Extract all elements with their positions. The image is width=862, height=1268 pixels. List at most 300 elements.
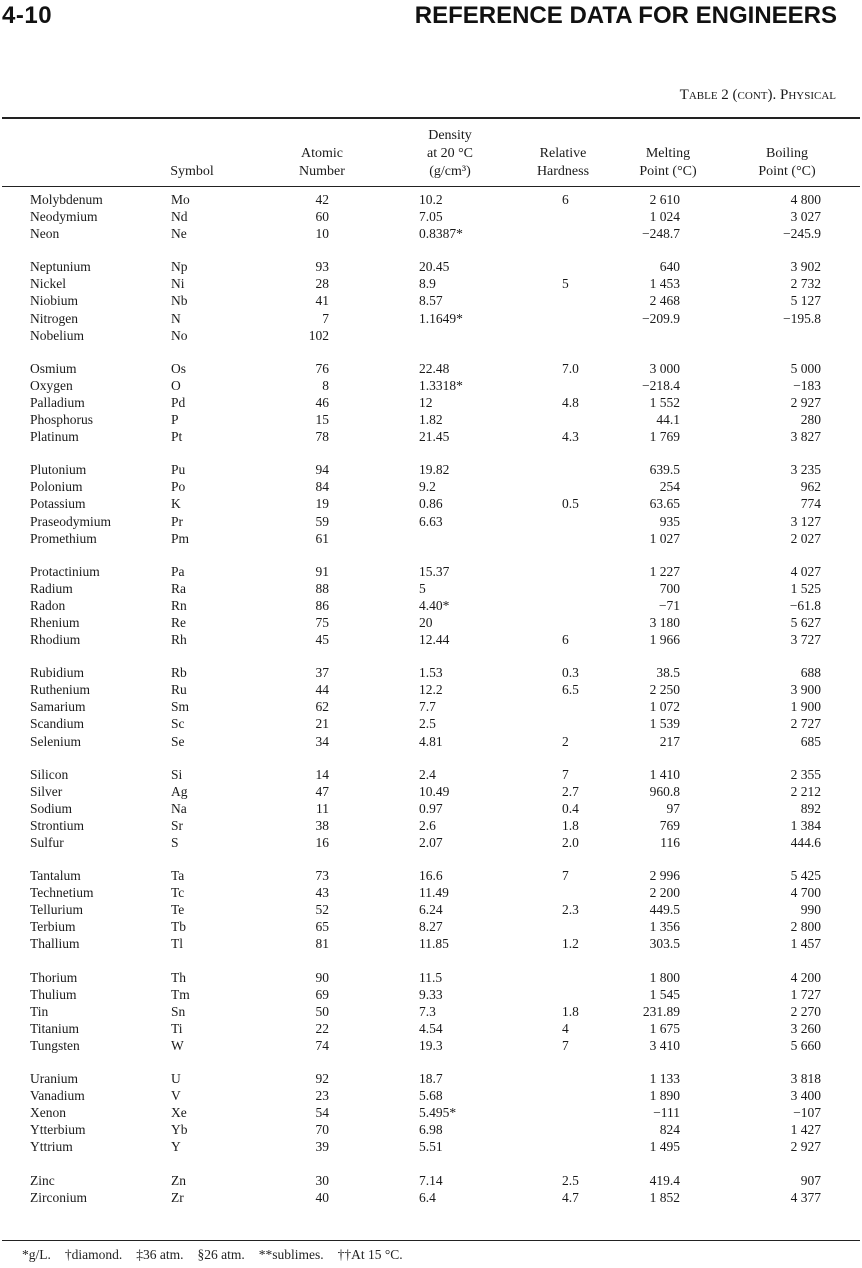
element-name: Tungsten xyxy=(30,1037,80,1053)
column-header-line xyxy=(537,127,589,145)
density-value: 18.7 xyxy=(419,1071,443,1087)
element-symbol: Tm xyxy=(171,986,190,1002)
boiling-point: −245.9 xyxy=(783,226,821,242)
atomic-number: 43 xyxy=(315,885,329,901)
element-symbol: Sc xyxy=(171,716,185,732)
boiling-point: 3 235 xyxy=(790,462,821,478)
table-row xyxy=(0,783,862,800)
element-symbol: Xe xyxy=(171,1105,187,1121)
boiling-point: 774 xyxy=(800,496,821,512)
atomic-number: 81 xyxy=(315,936,329,952)
row-group xyxy=(0,563,862,648)
element-symbol: Po xyxy=(171,479,186,495)
element-name: Silicon xyxy=(30,766,69,782)
column-header-atomic-number xyxy=(299,127,345,181)
density-value: 4.54 xyxy=(419,1020,443,1036)
element-name: Potassium xyxy=(30,496,86,512)
melting-point: 303.5 xyxy=(649,936,680,952)
melting-point: 1 966 xyxy=(649,632,680,648)
table-row xyxy=(0,1003,862,1020)
column-header-line: Atomic xyxy=(300,146,343,161)
atomic-number: 50 xyxy=(315,1003,329,1019)
atomic-number: 70 xyxy=(315,1122,329,1138)
density-value: 6.98 xyxy=(419,1122,443,1138)
table-row xyxy=(0,310,862,327)
atomic-number: 7 xyxy=(322,310,329,326)
atomic-number: 28 xyxy=(315,276,329,292)
atomic-number: 37 xyxy=(315,665,329,681)
melting-point: 38.5 xyxy=(656,665,680,681)
density-value: 20 xyxy=(419,614,433,630)
column-header-line xyxy=(170,145,214,163)
atomic-number: 40 xyxy=(315,1189,329,1205)
row-group xyxy=(0,766,862,851)
table-bottom-rule xyxy=(2,1240,860,1241)
table-row xyxy=(0,664,862,681)
density-value: 0.8387* xyxy=(419,226,463,242)
atomic-number: 30 xyxy=(315,1172,329,1188)
element-name: Zirconium xyxy=(30,1189,87,1205)
hardness-value: 1.8 xyxy=(562,817,579,833)
melting-point: 700 xyxy=(659,580,680,596)
hardness-value: 1.8 xyxy=(562,1003,579,1019)
element-symbol: Ta xyxy=(171,868,185,884)
hardness-value: 2 xyxy=(562,733,569,749)
boiling-point: 1 384 xyxy=(790,817,821,833)
element-symbol: Ne xyxy=(171,226,187,242)
melting-point: 2 468 xyxy=(649,293,680,309)
boiling-point: 5 127 xyxy=(790,293,821,309)
table-row xyxy=(0,884,862,901)
melting-point: 1 133 xyxy=(649,1071,680,1087)
table-row xyxy=(0,935,862,952)
element-name: Palladium xyxy=(30,394,85,410)
hardness-value: 6.5 xyxy=(562,682,579,698)
element-name: Thulium xyxy=(30,986,77,1002)
atomic-number: 16 xyxy=(315,835,329,850)
element-name: Thallium xyxy=(30,936,80,952)
atomic-number: 47 xyxy=(315,783,329,799)
density-value: 20.45 xyxy=(419,259,450,275)
hardness-value: 4.8 xyxy=(562,394,579,410)
element-symbol: Te xyxy=(171,902,185,918)
boiling-point: 892 xyxy=(800,800,821,816)
column-header-line: Point (°C) xyxy=(639,164,697,179)
table-row xyxy=(0,867,862,884)
boiling-point: 688 xyxy=(800,665,821,681)
table-row xyxy=(0,733,862,750)
running-head-title: REFERENCE DATA FOR ENGINEERS xyxy=(414,2,837,29)
element-name: Strontium xyxy=(30,817,85,833)
element-symbol: Pu xyxy=(171,462,186,478)
row-group xyxy=(0,360,862,445)
density-value: 7.7 xyxy=(419,699,436,715)
boiling-point: 3 900 xyxy=(790,682,821,698)
atomic-number: 41 xyxy=(315,293,329,309)
density-value: 11.85 xyxy=(419,936,449,952)
atomic-number: 10 xyxy=(315,226,329,242)
table-row xyxy=(0,631,862,648)
atomic-number: 76 xyxy=(315,360,329,376)
table-row xyxy=(0,563,862,580)
element-symbol: Sr xyxy=(171,817,184,833)
boiling-point: 3 127 xyxy=(790,513,821,529)
melting-point: −209.9 xyxy=(642,310,680,326)
boiling-point: 5 000 xyxy=(790,360,821,376)
density-value: 12.2 xyxy=(419,682,443,698)
table-header-rule xyxy=(2,186,860,187)
table-header xyxy=(0,119,862,185)
boiling-point: 2 355 xyxy=(790,766,821,782)
element-symbol: Zr xyxy=(171,1189,184,1205)
boiling-point: 1 427 xyxy=(790,1122,821,1138)
table-row xyxy=(0,800,862,817)
table-row xyxy=(0,986,862,1003)
column-header-density xyxy=(427,127,473,181)
element-name: Terbium xyxy=(30,919,76,935)
element-name: Tantalum xyxy=(30,868,81,884)
table-row xyxy=(0,1070,862,1087)
boiling-point: 685 xyxy=(800,733,821,749)
boiling-point: 3 902 xyxy=(790,259,821,275)
melting-point: 1 410 xyxy=(649,766,680,782)
table-row xyxy=(0,461,862,478)
row-group xyxy=(0,191,862,242)
boiling-point: 907 xyxy=(800,1172,821,1188)
element-symbol: Th xyxy=(171,969,186,985)
melting-point: 935 xyxy=(659,513,680,529)
hardness-value: 7.0 xyxy=(562,360,579,376)
melting-point: 769 xyxy=(659,817,680,833)
density-value: 1.53 xyxy=(419,665,443,681)
melting-point: −218.4 xyxy=(642,377,680,393)
element-name: Molybdenum xyxy=(30,192,103,207)
table-row xyxy=(0,1087,862,1104)
hardness-value: 7 xyxy=(562,868,569,884)
boiling-point: −107 xyxy=(793,1105,821,1121)
hardness-value: 2.3 xyxy=(562,902,579,918)
density-value: 2.6 xyxy=(419,817,436,833)
density-value: 12 xyxy=(419,394,433,410)
melting-point: 1 800 xyxy=(649,969,680,985)
element-name: Platinum xyxy=(30,429,79,445)
melting-point: 960.8 xyxy=(649,783,680,799)
melting-point: 116 xyxy=(660,835,680,850)
hardness-value: 2.0 xyxy=(562,835,579,850)
element-symbol: Ag xyxy=(171,783,188,799)
density-value: 10.2 xyxy=(419,192,443,207)
element-symbol: Si xyxy=(171,766,183,782)
melting-point: 449.5 xyxy=(649,902,680,918)
element-symbol: Ni xyxy=(171,276,185,292)
boiling-point: 2 927 xyxy=(790,1139,821,1155)
element-name: Osmium xyxy=(30,360,77,376)
column-header-line xyxy=(639,127,696,145)
element-symbol: Ti xyxy=(171,1020,183,1036)
density-value: 16.6 xyxy=(419,868,443,884)
table-row xyxy=(0,530,862,547)
element-name: Titanium xyxy=(30,1020,80,1036)
element-name: Rubidium xyxy=(30,665,85,681)
density-value: 15.37 xyxy=(419,563,450,579)
melting-point: 639.5 xyxy=(649,462,680,478)
boiling-point: 2 212 xyxy=(790,783,821,799)
melting-point: 3 180 xyxy=(649,614,680,630)
element-name: Scandium xyxy=(30,716,84,732)
density-value: 5.51 xyxy=(419,1139,443,1155)
melting-point: 1 539 xyxy=(649,716,680,732)
boiling-point: 1 900 xyxy=(790,699,821,715)
density-value: 8.9 xyxy=(419,276,436,292)
element-symbol: Rn xyxy=(171,597,187,613)
column-header-line: Density xyxy=(428,128,472,143)
atomic-number: 65 xyxy=(315,919,329,935)
element-symbol: No xyxy=(171,327,188,343)
atomic-number: 59 xyxy=(315,513,329,529)
boiling-point: 3 727 xyxy=(790,632,821,648)
column-header-melting xyxy=(639,127,696,181)
element-symbol: Rb xyxy=(171,665,187,681)
density-value: 6.63 xyxy=(419,513,443,529)
melting-point: 97 xyxy=(666,800,680,816)
melting-point: 419.4 xyxy=(649,1172,680,1188)
hardness-value: 4.7 xyxy=(562,1189,579,1205)
table-row xyxy=(0,969,862,986)
atomic-number: 11 xyxy=(316,800,329,816)
element-symbol: Np xyxy=(171,259,188,275)
table-row xyxy=(0,1121,862,1138)
hardness-value: 2.7 xyxy=(562,783,579,799)
element-symbol: Mo xyxy=(171,192,190,207)
element-name: Uranium xyxy=(30,1071,78,1087)
density-value: 8.57 xyxy=(419,293,443,309)
density-value: 19.3 xyxy=(419,1037,443,1053)
table-row xyxy=(0,1189,862,1206)
table-row xyxy=(0,580,862,597)
density-value: 9.33 xyxy=(419,986,443,1002)
table-row xyxy=(0,191,862,208)
atomic-number: 45 xyxy=(315,632,329,648)
table-row xyxy=(0,225,862,242)
density-value: 0.86 xyxy=(419,496,443,512)
boiling-point: 962 xyxy=(800,479,821,495)
atomic-number: 42 xyxy=(315,192,329,207)
hardness-value: 5 xyxy=(562,276,569,292)
element-symbol: Yb xyxy=(171,1122,188,1138)
melting-point: 1 852 xyxy=(649,1189,680,1205)
table-row xyxy=(0,918,862,935)
melting-point: −71 xyxy=(658,597,680,613)
element-symbol: Ra xyxy=(171,580,186,596)
melting-point: 2 610 xyxy=(649,192,680,207)
melting-point: 2 250 xyxy=(649,682,680,698)
element-name: Vanadium xyxy=(30,1088,85,1104)
boiling-point: 2 027 xyxy=(790,530,821,546)
element-symbol: Nb xyxy=(171,293,188,309)
element-name: Polonium xyxy=(30,479,83,495)
atomic-number: 74 xyxy=(315,1037,329,1053)
element-symbol: Se xyxy=(171,733,185,749)
melting-point: 1 227 xyxy=(649,563,680,579)
density-value: 7.14 xyxy=(419,1172,443,1188)
element-name: Sulfur xyxy=(30,835,64,850)
melting-point: 3 410 xyxy=(649,1037,680,1053)
table-row xyxy=(0,1104,862,1121)
atomic-number: 38 xyxy=(315,817,329,833)
element-name: Tin xyxy=(30,1003,49,1019)
melting-point: 824 xyxy=(659,1122,680,1138)
column-header-boiling xyxy=(758,127,815,181)
footnote: ††At 15 °C. xyxy=(337,1247,403,1262)
element-name: Nickel xyxy=(30,276,66,292)
boiling-point: 3 027 xyxy=(790,209,821,225)
atomic-number: 14 xyxy=(315,766,329,782)
melting-point: 1 453 xyxy=(649,276,680,292)
footnote: *g/L. xyxy=(22,1247,51,1262)
table-row xyxy=(0,513,862,530)
density-value: 10.49 xyxy=(419,783,450,799)
column-header-line: Point (°C) xyxy=(758,164,816,179)
element-symbol: U xyxy=(171,1071,181,1087)
table-row xyxy=(0,275,862,292)
density-value: 4.81 xyxy=(419,733,443,749)
row-group xyxy=(0,664,862,749)
element-name: Phosphorus xyxy=(30,412,94,428)
element-name: Radium xyxy=(30,580,73,596)
element-symbol: Sn xyxy=(171,1003,186,1019)
melting-point: 231.89 xyxy=(642,1003,680,1019)
table-row xyxy=(0,208,862,225)
element-name: Xenon xyxy=(30,1105,66,1121)
atomic-number: 88 xyxy=(315,580,329,596)
boiling-point: 5 660 xyxy=(790,1037,821,1053)
atomic-number: 44 xyxy=(315,682,329,698)
boiling-point: 5 425 xyxy=(790,868,821,884)
column-header-line xyxy=(170,127,214,145)
element-name: Protactinium xyxy=(30,563,100,579)
element-symbol: Re xyxy=(171,614,186,630)
element-symbol: Pr xyxy=(171,513,184,529)
atomic-number: 8 xyxy=(322,377,329,393)
atomic-number: 69 xyxy=(315,986,329,1002)
table-row xyxy=(0,478,862,495)
boiling-point: −195.8 xyxy=(783,310,821,326)
boiling-point: 3 260 xyxy=(790,1020,821,1036)
boiling-point: 990 xyxy=(800,902,821,918)
atomic-number: 34 xyxy=(315,733,329,749)
atomic-number: 39 xyxy=(315,1139,329,1155)
footnotes xyxy=(22,1247,417,1263)
page-number: 4-10 xyxy=(2,2,53,29)
hardness-value: 4.3 xyxy=(562,429,579,445)
atomic-number: 19 xyxy=(315,496,329,512)
density-value: 1.82 xyxy=(419,412,443,428)
element-name: Praseodymium xyxy=(30,513,111,529)
density-value: 1.3318* xyxy=(419,377,463,393)
row-group xyxy=(0,1172,862,1206)
hardness-value: 0.4 xyxy=(562,800,579,816)
element-symbol: Pd xyxy=(171,394,186,410)
element-name: Selenium xyxy=(30,733,81,749)
melting-point: −248.7 xyxy=(642,226,680,242)
element-symbol: K xyxy=(171,496,181,512)
atomic-number: 92 xyxy=(315,1071,329,1087)
element-name: Technetium xyxy=(30,885,94,901)
density-value: 7.3 xyxy=(419,1003,436,1019)
table-row xyxy=(0,597,862,614)
boiling-point: 3 818 xyxy=(790,1071,821,1087)
boiling-point: 444.6 xyxy=(790,835,821,850)
melting-point: 1 495 xyxy=(649,1139,680,1155)
melting-point: 640 xyxy=(659,259,680,275)
boiling-point: 5 627 xyxy=(790,614,821,630)
table-row xyxy=(0,1037,862,1054)
melting-point: 254 xyxy=(659,479,680,495)
melting-point: 1 072 xyxy=(649,699,680,715)
element-name: Zinc xyxy=(30,1172,55,1188)
table-row xyxy=(0,428,862,445)
atomic-number: 90 xyxy=(315,969,329,985)
table-row xyxy=(0,327,862,344)
atomic-number: 102 xyxy=(308,327,329,343)
boiling-point: −61.8 xyxy=(789,597,821,613)
element-symbol: Pa xyxy=(171,563,185,579)
density-value: 0.97 xyxy=(419,800,443,816)
table-row xyxy=(0,834,862,851)
hardness-value: 1.2 xyxy=(562,936,579,952)
melting-point: 1 675 xyxy=(649,1020,680,1036)
column-header-line: Number xyxy=(299,164,345,179)
column-header-hardness xyxy=(537,127,589,181)
element-name: Silver xyxy=(30,783,63,799)
row-group xyxy=(0,258,862,343)
column-header-symbol xyxy=(170,127,214,181)
column-header-line: (g/cm³) xyxy=(429,164,471,179)
table-row xyxy=(0,394,862,411)
column-header-line: at 20 °C xyxy=(426,146,474,161)
atomic-number: 23 xyxy=(315,1088,329,1104)
boiling-point: 280 xyxy=(800,412,821,428)
boiling-point: 1 525 xyxy=(790,580,821,596)
density-value: 6.4 xyxy=(419,1189,436,1205)
table-caption: Table 2 (cont). Physical xyxy=(679,87,836,103)
hardness-value: 2.5 xyxy=(562,1172,579,1188)
atomic-number: 62 xyxy=(315,699,329,715)
atomic-number: 78 xyxy=(315,429,329,445)
melting-point: 1 769 xyxy=(649,429,680,445)
melting-point: 1 024 xyxy=(649,209,680,225)
boiling-point: 2 800 xyxy=(790,919,821,935)
boiling-point: 4 377 xyxy=(790,1189,821,1205)
atomic-number: 86 xyxy=(315,597,329,613)
table-row xyxy=(0,411,862,428)
element-name: Promethium xyxy=(30,530,97,546)
density-value: 5.68 xyxy=(419,1088,443,1104)
melting-point: 2 200 xyxy=(649,885,680,901)
element-name: Nobelium xyxy=(30,327,84,343)
density-value: 19.82 xyxy=(419,462,450,478)
density-value: 4.40* xyxy=(419,597,450,613)
element-symbol: Y xyxy=(171,1139,181,1155)
element-symbol: Nd xyxy=(171,209,188,225)
element-name: Yttrium xyxy=(30,1139,73,1155)
density-value: 2.5 xyxy=(419,716,436,732)
boiling-point: 3 400 xyxy=(790,1088,821,1104)
density-value: 8.27 xyxy=(419,919,443,935)
element-symbol: Ru xyxy=(171,682,187,698)
table-row xyxy=(0,681,862,698)
element-name: Neon xyxy=(30,226,60,242)
